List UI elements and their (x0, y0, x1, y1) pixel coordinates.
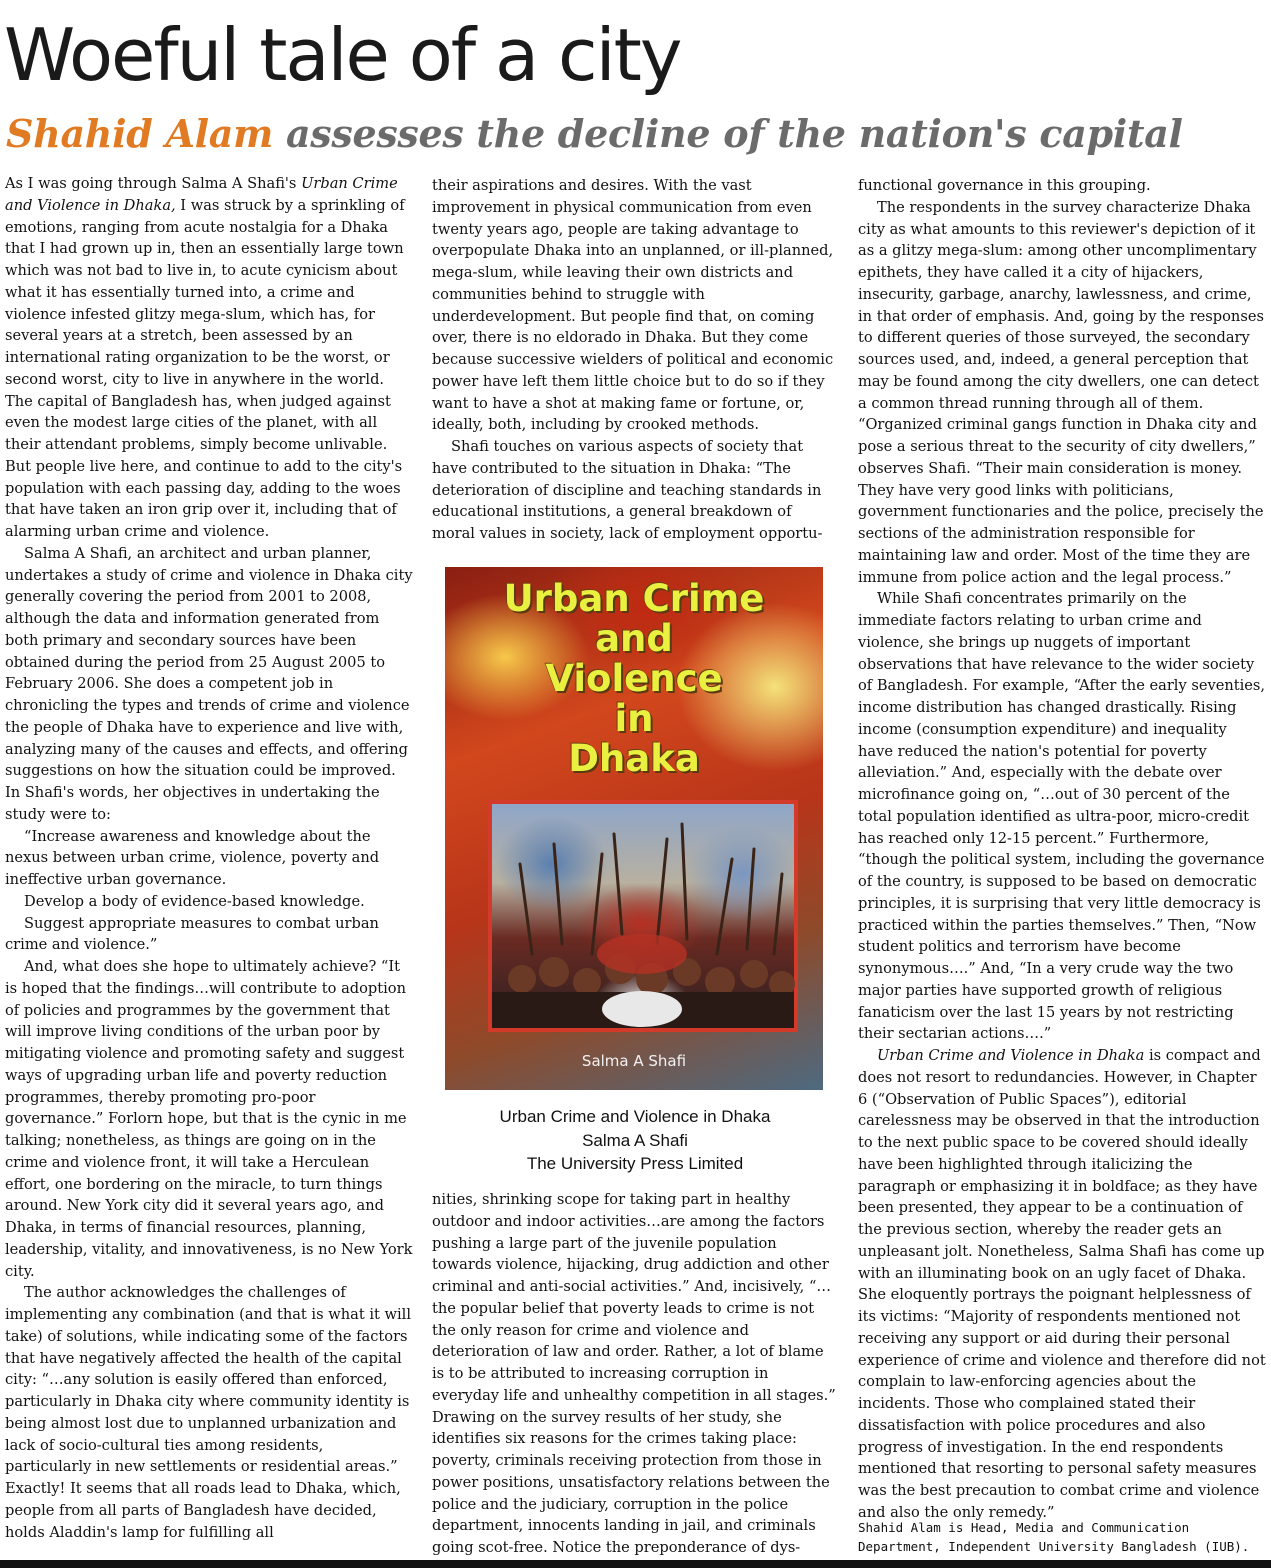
paragraph: nities, shrinking scope for taking part in healthy outdoor and indoor activities…are among the factors pushing a large part of the juvenile population towards violence, hijacking, drug addiction and other criminal and anti-social activities.” And, incisively, “…the popular belief that poverty leads to crime is not the only reason for crime and violence and deterioration of law and order. Rather, a lot of blame is to be attributed to increasing corruption in everyday life and unhealthy competition in all stages.” Drawing on the survey results of her study, she identifies six reasons for the crimes taking place: poverty, criminals receiving protection from those in power positions, unsatisfactory relations between the police and the judiciary, corruption in the police department, innocents landing in jail, and criminals going scot-free. Notice the preponderance of dys- (432, 1191, 836, 1556)
page-bottom-rule (0, 1560, 1271, 1568)
paragraph: Suggest appropriate measures to combat urban crime and violence.” (5, 914, 379, 954)
headline: Woeful tale of a city (4, 13, 681, 97)
paragraph: The respondents in the survey characterize Dhaka city as what amounts to this reviewer's depiction of it as a glitzy mega-slum: among other uncomplimentary epithets, they have called it a city of hijackers, insecurity, garbage, anarchy, lawlessness, and crime, in that order of emphasis. And, going by the responses to different queries of those surveyed, the secondary sources used, and, indeed, a general perception that may be found among the city dwellers, one can detect a common thread running through all of them. “Organized criminal gangs function in Dhaka city and pose a serious threat to the security of city dwellers,” observes Shafi. “Their main consideration is money. They have very good links with politicians, government functionaries and the police, precisely the sections of the administration responsible for maintaining law and order. Most of the time they are immune from police action and the legal process.” (858, 198, 1264, 586)
paragraph (858, 1045, 1266, 1524)
credit-line: Department, Independent University Bangladesh (IUB). (858, 1539, 1250, 1554)
cover-title-line: Dhaka (568, 737, 700, 780)
article-column-1 (5, 173, 413, 1563)
paragraph: Shafi touches on various aspects of society that have contributed to the situation in Dhaka: “The deterioration of discipline and teaching standards in educational institutions, a general breakdown of moral values in society, lack of employment opportu- (432, 438, 823, 542)
book-title-italic: Urban Crime and Violence in Dhaka (877, 1047, 1145, 1064)
paragraph: “Increase awareness and knowledge about the nexus between urban crime, violence, poverty and ineffective urban governance. (5, 827, 380, 888)
caption-publisher: The University Press Limited (526, 1154, 744, 1173)
subheadline (6, 108, 1183, 160)
crowd-illustration (492, 804, 794, 1028)
paragraph-text: I was struck by a sprinkling of emotions, ranging from acute nostalgia for a Dhaka that I had grown up in, then an essentially large town which was not bad to live in, to acute cynicism about what it has essentially turned into, a crime and violence infested glitzy mega-slum, which has, for several years at a stretch, been assessed by an international rating organization to be the worst, or second worst, city to live in anywhere in the world. The capital of Bangladesh has, when judged against even the modest large cities of the planet, with all their attendant problems, simply become unlivable. But people live here, and continue to add to the city's population with each passing day, adding to the woes that have taken an iron grip over it, including that of alarming urban crime and violence. (5, 196, 405, 540)
paragraph: functional governance in this grouping. (858, 177, 1151, 194)
paragraph-text: is compact and does not resort to redundancies. However, in Chapter 6 (“Observation of Public Spaces”), editorial carelessness may be observed in that the introduction to the next public space to be covered should ideally have been highlighted through italicizing the paragraph or emphasizing it in boldface; as they have been presented, they appear to be a continuation of the previous section, whereby the reader gets an unpleasant jolt. Nonetheless, Salma Shafi has come up with an illuminating book on an ugly facet of Dhaka. She eloquently portrays the poignant helplessness of its victims: “Majority of respondents mentioned not receiving any support or aid during their personal experience of crime and violence and therefore did not complain to law-enforcing agencies about the incidents. Those who complained stated their dissatisfaction with police procedures and also progress of investigation. In the end respondents mentioned that resorting to personal safety measures was the best precaution to combat crime and violence and also the only remedy.” (858, 1047, 1266, 1521)
paragraph: Salma A Shafi, an architect and urban planner, undertakes a study of crime and violence in Dhaka city generally covering the period from 2001 to 2008, although the data and information generated from both primary and secondary sources have been obtained during the period from 25 August 2005 to February 2006. She does a competent job in chronicling the types and trends of crime and violence the people of Dhaka have to experience and live with, analyzing many of the causes and effects, and offering suggestions on how the situation could be improved. In Shafi's words, her objectives in undertaking the study were to: (5, 544, 413, 823)
caption-author: Salma A Shafi (582, 1130, 688, 1150)
image-caption (432, 1105, 838, 1176)
subheadline-author: Shahid Alam (6, 111, 274, 156)
paragraph (5, 173, 413, 543)
caption-title: Urban Crime and Violence in Dhaka (499, 1107, 771, 1126)
cover-crowd-photo (488, 800, 798, 1032)
book-cover-image (445, 567, 823, 1090)
subheadline-text: assesses the decline of the nation's capital (273, 111, 1183, 156)
cover-title-line: Violence (545, 657, 723, 700)
paragraph: Develop a body of evidence-based knowledge. (24, 892, 365, 910)
paragraph: their aspirations and desires. With the vast improvement in physical communication from even twenty years ago, people are taking advantage to overpopulate Dhaka into an unplanned, or ill-planned, mega-slum, while leaving their own districts and communities behind to struggle with underdevelopment. But people find that, on coming over, there is no eldorado in Dhaka. But they come because successive wielders of political and economic power have left them little choice but to do so if they want to have a shot at making fame or fortune, or, ideally, both, including by crooked methods. (432, 177, 834, 434)
book-cover-author: Salma A Shafi (581, 1052, 687, 1070)
book-title-italic: Urban Crime and Violence in Dhaka, (5, 175, 398, 214)
article-column-2-bottom (432, 1189, 838, 1559)
article-column-3 (858, 175, 1266, 1521)
credit-line: Shahid Alam is Head, Media and Communication (858, 1520, 1190, 1535)
paragraph: The author acknowledges the challenges of implementing any combination (and that is what it will take) of solutions, while indicating some of the factors that have negatively affected the health of the capital city: “…any solution is easily offered than enforced, particularly in Dhaka city where community identity is being almost lost due to unplanned urbanization and lack of socio-cultural ties among residents, particularly in new settlements or residential areas.” Exactly! It seems that all roads lead to Dhaka, which, people from all parts of Bangladesh have decided, holds Aladdin's lamp for fulfilling all (5, 1284, 411, 1541)
cover-title-line: in (614, 697, 654, 740)
paragraph: While Shafi concentrates primarily on the immediate factors relating to urban crime and violence, she brings up nuggets of important observations that have relevance to the wider society of Bangladesh. For example, “After the early seventies, income distribution has changed drastically. Rising income (consumption expenditure) and inequality have reduced the nation's potential for poverty alleviation.” And, especially with the debate over microfinance going on, “…out of 30 percent of the total population identified as ultra-poor, micro-credit has reached only 12-15 percent.” Furthermore, “though the political system, including the governance of the country, is supposed to be based on democratic principles, it is surprising that very little democracy is practiced within the parties themselves.” Then, “Now student politics and terrorism have become synonymous….” And, “In a very crude way the two major parties have supported growth of religious fanaticism over the last 15 years by not restricting their sectarian actions….” (858, 590, 1266, 1043)
paragraph: And, what does she hope to ultimately achieve? “It is hoped that the findings…will contribute to adoption of policies and programmes by the government that will improve living conditions of the urban poor by mitigating violence and promoting safety and suggest ways of upgrading urban life and poverty reduction programmes, thereby promoting pro-poor governance.” Forlorn hope, but that is the cynic in me talking; nonetheless, as things are going on in the crime and violence front, it will take a Herculean effort, one bordering on the miracle, to turn things around. New York city did it several years ago, and Dhaka, in terms of financial resources, planning, leadership, vitality, and innovativeness, is no New York city. (5, 958, 413, 1280)
book-cover-title (445, 579, 823, 779)
paragraph-text: As I was going through Salma A Shafi's (5, 175, 302, 192)
article-column-2-top (432, 175, 838, 545)
cover-title-line: and (595, 617, 673, 660)
author-credit (858, 1518, 1268, 1556)
cover-title-line: Urban Crime (503, 577, 765, 620)
